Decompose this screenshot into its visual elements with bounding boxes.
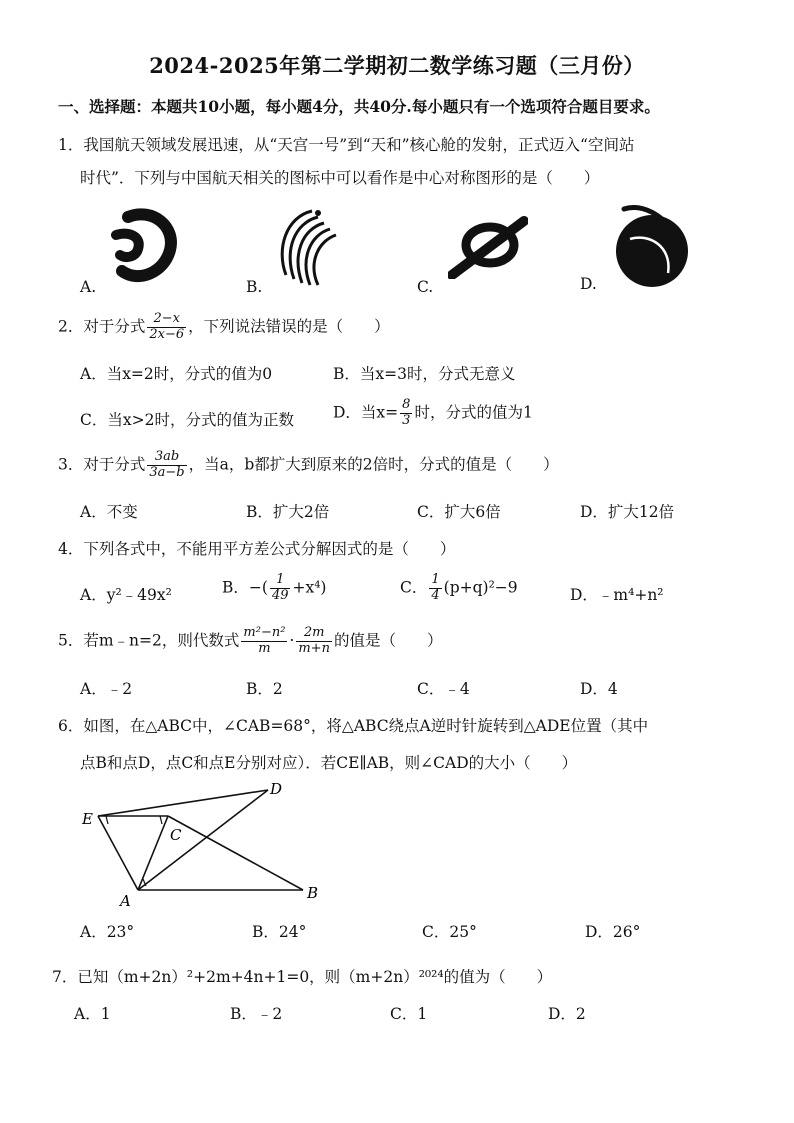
segment-cb — [168, 816, 303, 890]
q6-option-b: B．24° — [252, 923, 307, 941]
q4-option-b-prefix: B．−( — [222, 578, 268, 597]
q4-stem: 4．下列各式中，不能用平方差公式分解因式的是（ ） — [58, 540, 456, 558]
q2-option-d-prefix: D．当x= — [333, 403, 399, 422]
q6-option-a: A．23° — [80, 923, 135, 941]
planet-logo-icon — [610, 203, 690, 291]
q5-multiply-dot: · — [289, 631, 295, 650]
q3-option-a: A．不变 — [80, 503, 138, 521]
q7-option-b: B．﹣2 — [230, 1005, 283, 1023]
q4-option-b-fraction — [270, 573, 291, 604]
q5-fraction-2-num: 2m — [296, 626, 332, 642]
q2-fraction-den: 2x−6 — [149, 326, 185, 342]
label-c: C — [170, 826, 182, 844]
q2-prefix: 2．对于分式 — [58, 317, 146, 336]
label-e: E — [82, 810, 93, 828]
orbit-logo-icon — [448, 215, 528, 279]
q6-option-c: C．25° — [422, 923, 477, 941]
q1-option-d: D. — [580, 275, 597, 293]
q7-option-c: C．1 — [390, 1005, 428, 1023]
q4-option-d: D．﹣m⁴+n² — [570, 586, 664, 604]
q6-stem-line2: 点B和点D，点C和点E分别对应）．若CE∥AB，则∠CAD的大小（ ） — [80, 754, 578, 772]
q4-option-c-den: 4 — [431, 587, 440, 603]
label-b: B — [307, 884, 319, 902]
q4-option-a: A．y²﹣49x² — [80, 586, 172, 604]
q5-option-c: C．﹣4 — [417, 680, 470, 698]
q4-option-c-prefix: C． — [400, 578, 428, 597]
q3-suffix: ，当a，b都扩大到原来的2倍时，分式的值是（ ） — [188, 455, 559, 474]
q2-suffix: ，下列说法错误的是（ ） — [188, 317, 390, 336]
q2-option-d-num: 8 — [402, 397, 411, 412]
q6-geometry-figure — [70, 778, 340, 913]
q5-option-a: A．﹣2 — [80, 680, 133, 698]
q5-option-d: D．4 — [580, 680, 618, 698]
q3-option-d: D．扩大12倍 — [580, 503, 675, 521]
q5-stem — [58, 626, 442, 657]
q2-option-d-suffix: 时，分式的值为1 — [414, 403, 533, 422]
label-a: A — [120, 892, 131, 910]
q2-option-d-fraction — [400, 398, 412, 429]
q7-option-d: D．2 — [548, 1005, 586, 1023]
q2-option-c: C．当x>2时，分式的值为正数 — [80, 411, 294, 429]
q5-fraction-2-den: m+n — [298, 640, 330, 656]
q5-option-b: B．2 — [246, 680, 283, 698]
q2-option-d — [333, 398, 533, 429]
page-title: 2024-2025年第二学期初二数学练习题（三月份） — [149, 53, 645, 78]
q4-option-c — [400, 573, 518, 604]
segment-ea — [98, 816, 138, 890]
q4-option-b-num: 1 — [270, 573, 291, 589]
q4-option-b-den: 49 — [271, 587, 289, 603]
q4-option-b-suffix: +x⁴) — [292, 578, 327, 597]
q2-stem — [58, 312, 390, 343]
q3-fraction-den: 3a−b — [149, 464, 185, 480]
q3-fraction-num: 3ab — [147, 450, 186, 466]
q3-fraction — [147, 450, 186, 481]
q2-option-a: A．当x=2时，分式的值为0 — [80, 365, 273, 383]
q4-option-c-suffix: (p+q)²−9 — [443, 578, 518, 597]
q5-prefix: 5．若m﹣n=2，则代数式 — [58, 631, 240, 650]
q6-option-d: D．26° — [585, 923, 641, 941]
q5-fraction-1-num: m²−n² — [243, 625, 286, 640]
q3-option-b: B．扩大2倍 — [246, 503, 330, 521]
q1-stem-line2: 时代”．下列与中国航天相关的图标中可以看作是中心对称图形的是（ ） — [80, 169, 600, 187]
segment-ed — [98, 790, 268, 816]
q1-option-b: B. — [246, 278, 263, 296]
swoosh-logo-icon — [272, 205, 342, 289]
spiral-logo-icon — [108, 205, 178, 285]
label-d: D — [270, 780, 283, 798]
q2-fraction — [147, 312, 186, 343]
q1-option-c: C. — [417, 278, 434, 296]
q7-option-a: A．1 — [74, 1005, 111, 1023]
q3-prefix: 3．对于分式 — [58, 455, 146, 474]
q3-option-c: C．扩大6倍 — [417, 503, 501, 521]
q7-stem: 7．已知（m+2n）²+2m+4n+1=0，则（m+2n）²⁰²⁴的值为（ ） — [52, 968, 553, 986]
q2-option-d-den: 3 — [402, 412, 411, 428]
q4-option-c-fraction — [429, 573, 441, 604]
q2-fraction-num: 2−x — [147, 312, 186, 328]
q5-suffix: 的值是（ ） — [333, 631, 443, 650]
q1-option-a: A. — [80, 278, 97, 296]
q3-stem — [58, 450, 559, 481]
q2-option-b: B．当x=3时，分式无意义 — [333, 365, 516, 383]
q4-option-c-num: 1 — [431, 572, 440, 587]
q5-fraction-1 — [241, 626, 287, 657]
q5-fraction-2 — [296, 626, 332, 657]
q5-fraction-1-den: m — [258, 640, 271, 656]
q6-stem-line1: 6．如图，在△ABC中，∠CAB=68°，将△ABC绕点A逆时针旋转到△ADE位置（其中 — [58, 717, 649, 735]
q4-option-b — [222, 573, 326, 604]
section-heading: 一、选择题：本题共10小题，每小题4分，共40分.每小题只有一个选项符合题目要求。 — [58, 97, 660, 116]
q1-stem-line1: 1．我国航天领域发展迅速，从“天宫一号”到“天和”核心舱的发射，正式迈入“空间站 — [58, 136, 635, 154]
